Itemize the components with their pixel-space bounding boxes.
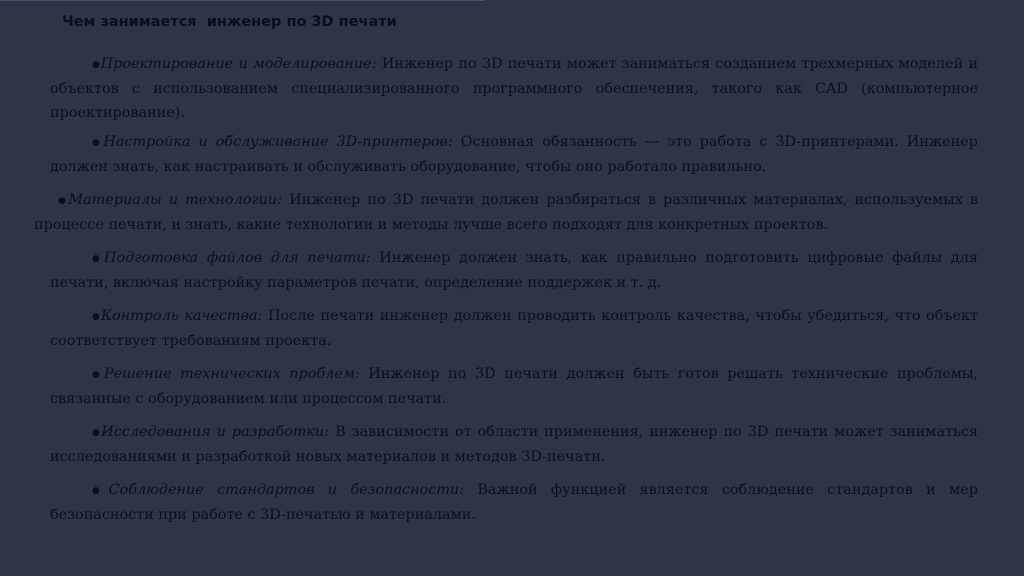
item-text: Инженер по 3D печати должен быть готов решать технические проблемы, связанные с оборудованием или процессом печати. [50, 366, 978, 407]
item-lead: Исследования и разработки: [101, 424, 330, 440]
list-item [50, 420, 978, 469]
bullet-icon: ● [58, 196, 69, 206]
item-text: Важной функцией является соблюдение стандартов и мер безопасности при работе с 3D-печатью и материалами. [50, 482, 978, 523]
bullet-icon: ● [92, 428, 102, 438]
item-lead: Решение технических проблем: [103, 366, 360, 382]
list-item [50, 130, 978, 179]
item-text: Инженер по 3D печати должен разбираться в различных материалах, используемых в процессе печати, и знать, какие технологии и методы лучше всего подходят для конкретных проектов. [34, 192, 978, 233]
list-item [50, 478, 978, 527]
bullet-icon: ● [92, 370, 104, 380]
slide-title: Чем занимается инженер по 3D печати [62, 14, 397, 30]
item-text: Инженер по 3D печати может заниматься созданием трехмерных моделей и объектов с использованием специализированного программного обеспечения, такого как CAD (компьютерное проектирование). [50, 56, 978, 121]
bullet-icon: ● [92, 254, 104, 264]
item-lead: Настройка и обслуживание 3D-принтеров: [103, 134, 453, 150]
bullet-icon: ● [92, 486, 109, 496]
item-lead: Подготовка файлов для печати: [104, 250, 371, 266]
list-item [50, 52, 978, 125]
list-item [50, 246, 978, 295]
item-lead: Проектирование и моделирование: [100, 56, 377, 72]
item-lead: Соблюдение стандартов и безопасности: [108, 482, 465, 498]
list-item [34, 188, 978, 237]
bullet-icon: ● [92, 138, 104, 148]
item-text: В зависимости от области применения, инженер по 3D печати может заниматься исследованиями и разработкой новых материалов и методов 3D-печати. [50, 424, 979, 465]
item-text: Основная обязанность — это работа с 3D-принтерами. Инженер должен знать, как настраивать и обслуживать оборудование, чтобы оно работало правильно. [50, 134, 979, 175]
item-text: Инженер должен знать, как правильно подготовить цифровые файлы для печати, включая настройку параметров печати, определение поддержек и т. д. [50, 250, 979, 291]
item-text: После печати инженер должен проводить контроль качества, чтобы убедиться, что объект соответствует требованиям проекта. [50, 308, 979, 349]
bullet-icon: ● [92, 60, 101, 70]
list-item [50, 362, 978, 411]
bullet-icon: ● [92, 312, 101, 322]
list-item [50, 304, 978, 353]
item-lead: Контроль качества: [100, 308, 263, 324]
top-divider [0, 0, 485, 1]
item-lead: Материалы и технологии: [68, 192, 283, 208]
